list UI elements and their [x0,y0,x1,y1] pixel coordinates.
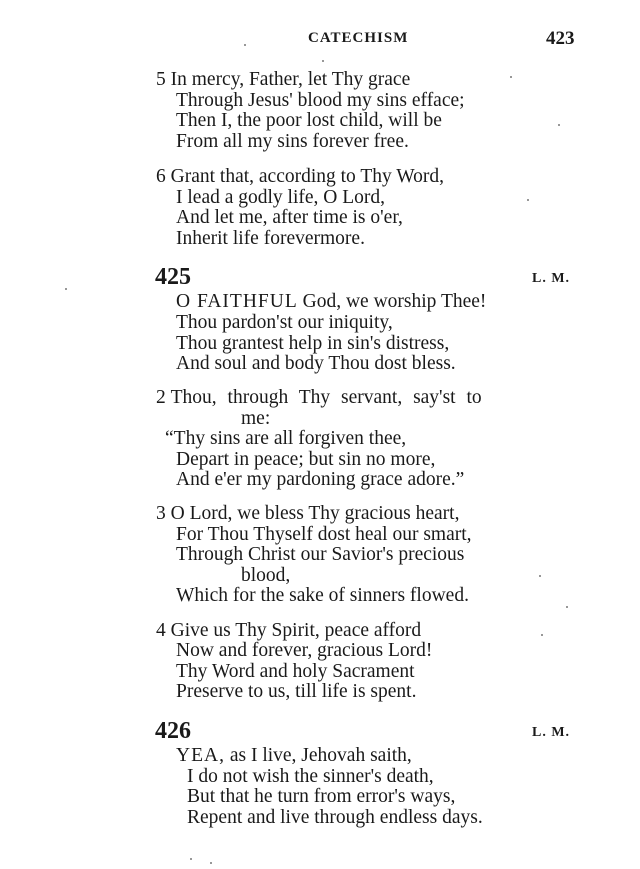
stanza-line: Thou pardon'st our iniquity, [176,312,393,333]
hymn-number: 425 [155,264,191,290]
stanza-line: From all my sins forever free. [176,131,409,152]
stanza-line: I lead a godly life, O Lord, [176,187,386,208]
stanza-line: Inherit life forevermore. [176,228,365,249]
running-head [0,30,640,52]
scan-speck [566,606,568,608]
scan-speck [210,862,212,864]
stanza-line: Depart in peace; but sin no more, [176,449,436,470]
verse-number: 2 [156,387,166,408]
verse-number: 3 [156,503,166,524]
stanza-line: Now and forever, gracious Lord! [176,640,433,661]
verse-number: 6 [156,166,166,187]
stanza-line: 6 Grant that, according to Thy Word, [156,166,444,187]
stanza-line: And e'er my pardoning grace adore.” [176,469,465,490]
stanza-line: Through Christ our Savior's precious [176,544,465,565]
page-number: 423 [546,28,575,49]
running-title: CATECHISM [308,30,409,46]
stanza-line: “Thy sins are all forgiven thee, [165,428,407,449]
hymn-meter: L. M. [532,271,571,286]
stanza-line: Preserve to us, till life is spent. [176,681,417,702]
verse-number: 4 [156,620,166,641]
verse-number: 5 [156,69,166,90]
first-word: O FAITHFUL [176,291,298,312]
stanza-line: And soul and body Thou dost bless. [176,353,456,374]
stanza-line: 2 Thou, through Thy servant, say'st to [156,387,482,408]
first-word: YEA, [176,745,225,766]
scan-speck [322,60,324,62]
stanza-line: O FAITHFUL God, we worship Thee! [176,291,487,312]
stanza-line: 3 O Lord, we bless Thy gracious heart, [156,503,460,524]
scan-speck [539,575,541,577]
stanza-line: Then I, the poor lost child, will be [176,110,442,131]
stanza-line: Repent and live through endless days. [187,807,483,828]
stanza-line: And let me, after time is o'er, [176,207,403,228]
stanza-line: YEA, as I live, Jehovah saith, [176,745,412,766]
stanza-line: I do not wish the sinner's death, [187,766,434,787]
scan-speck [510,76,512,78]
scan-speck [558,124,560,126]
stanza-line: Thou grantest help in sin's distress, [176,333,450,354]
stanza-line: Thy Word and holy Sacrament [176,661,415,682]
scan-speck [541,634,543,636]
scan-speck [190,858,192,860]
scan-speck [527,199,529,201]
stanza-line: 5 In mercy, Father, let Thy grace [156,69,411,90]
scan-speck [244,44,246,46]
stanza-line: Which for the sake of sinners flowed. [176,585,469,606]
stanza-line: blood, [241,565,291,586]
stanza-line: 4 Give us Thy Spirit, peace afford [156,620,422,641]
stanza-line: But that he turn from error's ways, [187,786,456,807]
hymn-meter: L. M. [532,725,571,740]
hymn-number: 426 [155,718,191,744]
scan-speck [65,288,67,290]
stanza-line: me: [241,408,271,429]
stanza-line: Through Jesus' blood my sins efface; [176,90,465,111]
stanza-line: For Thou Thyself dost heal our smart, [176,524,472,545]
